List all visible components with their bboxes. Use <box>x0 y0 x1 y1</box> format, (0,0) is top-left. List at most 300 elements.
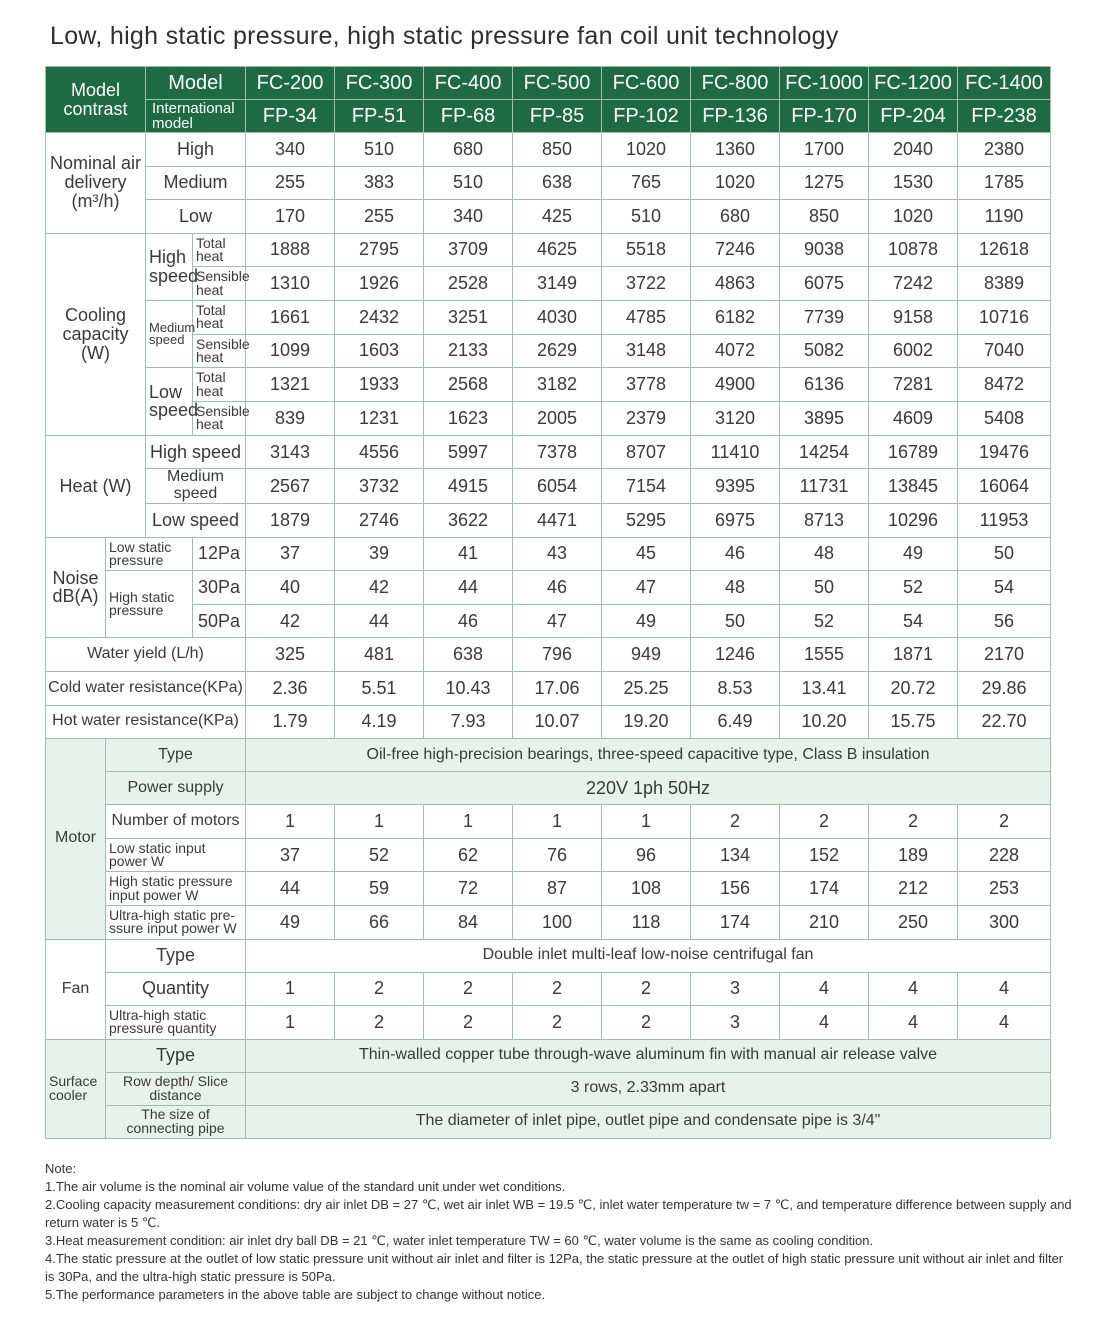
value-cell: 5295 <box>602 503 691 537</box>
value-cell: 4785 <box>602 300 691 334</box>
value-cell: 1 <box>335 805 424 839</box>
value-cell: 3120 <box>691 401 780 435</box>
value-cell: 43 <box>513 537 602 571</box>
value-cell: 2432 <box>335 300 424 334</box>
value-cell: 4072 <box>691 334 780 368</box>
table-row <box>46 872 1051 906</box>
value-cell: 6975 <box>691 503 780 537</box>
value-cell: 1 <box>246 805 335 839</box>
table-row <box>46 604 1051 638</box>
value-cell: 4 <box>780 972 869 1006</box>
table-row <box>46 200 1051 234</box>
table-row <box>46 469 1051 504</box>
value-cell: 50 <box>691 604 780 638</box>
value-cell: 13845 <box>869 469 958 504</box>
value-cell: 4915 <box>424 469 513 504</box>
value-cell: 4900 <box>691 368 780 402</box>
table-row <box>46 67 1051 100</box>
value-cell: 510 <box>335 133 424 167</box>
value-cell: 1 <box>246 972 335 1006</box>
value-cell: 15.75 <box>869 705 958 739</box>
value-cell: 2.36 <box>246 671 335 705</box>
value-cell: 1530 <box>869 166 958 200</box>
value-cell: 9038 <box>780 233 869 267</box>
value-cell: 5.51 <box>335 671 424 705</box>
spec-table <box>45 66 1051 1139</box>
surface-row-value: The diameter of inlet pipe, outlet pipe and condensate pipe is 3/4" <box>246 1105 1051 1138</box>
value-cell: 1099 <box>246 334 335 368</box>
note-item: 4.The static pressure at the outlet of low static pressure unit without air inlet and filter is 12Pa, the static pressure at the outlet of high static pressure unit without air inlet and filter is 30Pa, and the ultra-high static pressure is 50Pa. <box>45 1251 1064 1284</box>
pressure-label: 50Pa <box>193 604 246 638</box>
value-cell: 3778 <box>602 368 691 402</box>
value-cell: 3622 <box>424 503 513 537</box>
value-cell: 11953 <box>958 503 1051 537</box>
value-cell: 6075 <box>780 267 869 301</box>
table-row <box>46 1006 1051 1040</box>
surface-row-label: Row depth/ Slice distance <box>106 1072 246 1105</box>
value-cell: 46 <box>691 537 780 571</box>
model-header: FC-1200 <box>869 67 958 100</box>
intl-model-header: FP-238 <box>958 100 1051 133</box>
value-cell: 2746 <box>335 503 424 537</box>
row-label: High speed <box>146 435 246 469</box>
intl-model-header: FP-68 <box>424 100 513 133</box>
value-cell: 7378 <box>513 435 602 469</box>
value-cell: 41 <box>424 537 513 571</box>
motor-row-label: Number of motors <box>106 805 246 839</box>
value-cell: 2133 <box>424 334 513 368</box>
value-cell: 228 <box>958 838 1051 872</box>
heat-type-label: Total heat <box>193 368 246 402</box>
table-row <box>46 805 1051 839</box>
note-item: 2.Cooling capacity measurement conditions: dry air inlet DB = 27 ℃, wet air inlet WB = 19.5 ℃, inlet water temperature tw = 7 ℃, and temperature difference between supply and return water is 5 ℃. <box>45 1197 1072 1230</box>
heat-type-label: Total heat <box>193 300 246 334</box>
model-header: FC-1400 <box>958 67 1051 100</box>
value-cell: 2 <box>513 972 602 1006</box>
value-cell: 2380 <box>958 133 1051 167</box>
value-cell: 59 <box>335 872 424 906</box>
value-cell: 4 <box>869 1006 958 1040</box>
value-cell: 3709 <box>424 233 513 267</box>
table-row <box>46 1072 1051 1105</box>
value-cell: 1 <box>602 805 691 839</box>
note-item: 1.The air volume is the nominal air volume value of the standard unit under wet conditions. <box>45 1179 566 1194</box>
value-cell: 14254 <box>780 435 869 469</box>
value-cell: 3732 <box>335 469 424 504</box>
value-cell: 1.79 <box>246 705 335 739</box>
value-cell: 44 <box>246 872 335 906</box>
value-cell: 9158 <box>869 300 958 334</box>
model-header: FC-500 <box>513 67 602 100</box>
value-cell: 118 <box>602 905 691 939</box>
value-cell: 11410 <box>691 435 780 469</box>
value-cell: 5082 <box>780 334 869 368</box>
value-cell: 47 <box>602 571 691 605</box>
surface-row-label: The size of connecting pipe <box>106 1105 246 1138</box>
motor-type-value: Oil-free high-precision bearings, three-speed capacitive type, Class B insulation <box>246 739 1051 772</box>
value-cell: 174 <box>780 872 869 906</box>
value-cell: 425 <box>513 200 602 234</box>
surface-row-label: Type <box>106 1039 246 1072</box>
value-cell: 2 <box>691 805 780 839</box>
value-cell: 7.93 <box>424 705 513 739</box>
value-cell: 1555 <box>780 638 869 672</box>
value-cell: 10.43 <box>424 671 513 705</box>
model-header: FC-800 <box>691 67 780 100</box>
table-row <box>46 401 1051 435</box>
value-cell: 2629 <box>513 334 602 368</box>
value-cell: 3149 <box>513 267 602 301</box>
table-row <box>46 334 1051 368</box>
heat-type-label: Sensible heat <box>193 267 246 301</box>
value-cell: 84 <box>424 905 513 939</box>
value-cell: 96 <box>602 838 691 872</box>
value-cell: 638 <box>513 166 602 200</box>
value-cell: 72 <box>424 872 513 906</box>
row-label: Medium speed <box>146 469 246 504</box>
value-cell: 1933 <box>335 368 424 402</box>
value-cell: 49 <box>602 604 691 638</box>
heat-label: Heat (W) <box>46 435 146 537</box>
value-cell: 5997 <box>424 435 513 469</box>
value-cell: 2170 <box>958 638 1051 672</box>
intl-model-header: FP-136 <box>691 100 780 133</box>
value-cell: 1321 <box>246 368 335 402</box>
table-row <box>46 739 1051 772</box>
high-static-label: High static pressure <box>106 571 193 638</box>
value-cell: 2528 <box>424 267 513 301</box>
notes-title: Note: <box>45 1161 77 1176</box>
value-cell: 2040 <box>869 133 958 167</box>
value-cell: 50 <box>958 537 1051 571</box>
value-cell: 3148 <box>602 334 691 368</box>
intl-model-header: FP-170 <box>780 100 869 133</box>
table-row <box>46 233 1051 267</box>
value-cell: 48 <box>691 571 780 605</box>
value-cell: 2 <box>424 972 513 1006</box>
value-cell: 1231 <box>335 401 424 435</box>
fan-type-label: Type <box>106 939 246 972</box>
value-cell: 8707 <box>602 435 691 469</box>
intl-model-header: FP-51 <box>335 100 424 133</box>
value-cell: 10.20 <box>780 705 869 739</box>
page-title: Low, high static pressure, high static pressure fan coil unit technology <box>50 22 839 50</box>
model-header: FC-600 <box>602 67 691 100</box>
value-cell: 4 <box>780 1006 869 1040</box>
value-cell: 4556 <box>335 435 424 469</box>
table-row <box>46 972 1051 1006</box>
value-cell: 4 <box>958 1006 1051 1040</box>
value-cell: 3251 <box>424 300 513 334</box>
motor-type-label: Type <box>106 739 246 772</box>
motor-label: Motor <box>46 739 106 939</box>
heat-type-label: Total heat <box>193 233 246 267</box>
intl-model-header: FP-34 <box>246 100 335 133</box>
value-cell: 19.20 <box>602 705 691 739</box>
value-cell: 134 <box>691 838 780 872</box>
value-cell: 255 <box>246 166 335 200</box>
value-cell: 1871 <box>869 638 958 672</box>
value-cell: 212 <box>869 872 958 906</box>
value-cell: 1785 <box>958 166 1051 200</box>
power-label: Power supply <box>106 772 246 805</box>
value-cell: 50 <box>780 571 869 605</box>
value-cell: 9395 <box>691 469 780 504</box>
cold-res-label: Cold water resistance(KPa) <box>46 671 246 705</box>
value-cell: 62 <box>424 838 513 872</box>
value-cell: 42 <box>335 571 424 605</box>
fan-row-label: Quantity <box>106 972 246 1006</box>
model-header: FC-200 <box>246 67 335 100</box>
value-cell: 3 <box>691 1006 780 1040</box>
value-cell: 1926 <box>335 267 424 301</box>
value-cell: 680 <box>424 133 513 167</box>
value-cell: 1623 <box>424 401 513 435</box>
noise-label: Noise dB(A) <box>46 537 106 638</box>
model-contrast-label: Model contrast <box>46 67 146 133</box>
value-cell: 17.06 <box>513 671 602 705</box>
value-cell: 8389 <box>958 267 1051 301</box>
table-row <box>46 537 1051 571</box>
table-row <box>46 100 1051 133</box>
value-cell: 49 <box>246 905 335 939</box>
value-cell: 20.72 <box>869 671 958 705</box>
value-cell: 2379 <box>602 401 691 435</box>
table-row <box>46 772 1051 805</box>
heat-type-label: Sensible heat <box>193 334 246 368</box>
table-row <box>46 368 1051 402</box>
value-cell: 48 <box>780 537 869 571</box>
air-delivery-label: Nominal air delivery (m³/h) <box>46 133 146 234</box>
value-cell: 340 <box>424 200 513 234</box>
value-cell: 10296 <box>869 503 958 537</box>
intl-model-header: FP-85 <box>513 100 602 133</box>
value-cell: 108 <box>602 872 691 906</box>
value-cell: 6136 <box>780 368 869 402</box>
hot-res-label: Hot water resistance(KPa) <box>46 705 246 739</box>
value-cell: 7154 <box>602 469 691 504</box>
table-row <box>46 267 1051 301</box>
value-cell: 255 <box>335 200 424 234</box>
surface-cooler-label: Surface cooler <box>46 1039 106 1138</box>
value-cell: 13.41 <box>780 671 869 705</box>
note-item: 3.Heat measurement condition: air inlet dry ball DB = 21 ℃, water inlet temperature TW = 60 ℃, water volume is the same as cooling condition. <box>45 1233 874 1248</box>
value-cell: 510 <box>602 200 691 234</box>
intl-model-label: International model <box>146 100 246 133</box>
value-cell: 156 <box>691 872 780 906</box>
value-cell: 8472 <box>958 368 1051 402</box>
motor-row-label: Low static input power W <box>106 838 246 872</box>
value-cell: 8.53 <box>691 671 780 705</box>
surface-row-value: Thin-walled copper tube through-wave aluminum fin with manual air release valve <box>246 1039 1051 1072</box>
value-cell: 2567 <box>246 469 335 504</box>
value-cell: 638 <box>424 638 513 672</box>
value-cell: 5518 <box>602 233 691 267</box>
value-cell: 850 <box>513 133 602 167</box>
surface-row-value: 3 rows, 2.33mm apart <box>246 1072 1051 1105</box>
value-cell: 4625 <box>513 233 602 267</box>
table-row <box>46 838 1051 872</box>
value-cell: 66 <box>335 905 424 939</box>
value-cell: 152 <box>780 838 869 872</box>
value-cell: 1 <box>513 805 602 839</box>
value-cell: 2 <box>335 972 424 1006</box>
value-cell: 2 <box>424 1006 513 1040</box>
value-cell: 1661 <box>246 300 335 334</box>
power-value: 220V 1ph 50Hz <box>246 772 1051 805</box>
pressure-label: 12Pa <box>193 537 246 571</box>
value-cell: 39 <box>335 537 424 571</box>
value-cell: 56 <box>958 604 1051 638</box>
value-cell: 2 <box>513 1006 602 1040</box>
value-cell: 42 <box>246 604 335 638</box>
value-cell: 40 <box>246 571 335 605</box>
speed-label: Medium speed <box>146 300 193 367</box>
low-static-label: Low static pressure <box>106 537 193 571</box>
value-cell: 52 <box>780 604 869 638</box>
value-cell: 29.86 <box>958 671 1051 705</box>
value-cell: 796 <box>513 638 602 672</box>
value-cell: 19476 <box>958 435 1051 469</box>
value-cell: 46 <box>424 604 513 638</box>
value-cell: 1020 <box>691 166 780 200</box>
value-cell: 10878 <box>869 233 958 267</box>
value-cell: 37 <box>246 537 335 571</box>
value-cell: 10716 <box>958 300 1051 334</box>
value-cell: 7246 <box>691 233 780 267</box>
value-cell: 1 <box>246 1006 335 1040</box>
value-cell: 383 <box>335 166 424 200</box>
value-cell: 1888 <box>246 233 335 267</box>
table-row <box>46 435 1051 469</box>
value-cell: 1020 <box>602 133 691 167</box>
value-cell: 2 <box>958 805 1051 839</box>
value-cell: 2 <box>869 805 958 839</box>
value-cell: 22.70 <box>958 705 1051 739</box>
intl-model-header: FP-102 <box>602 100 691 133</box>
water-yield-label: Water yield (L/h) <box>46 638 246 672</box>
value-cell: 325 <box>246 638 335 672</box>
value-cell: 7281 <box>869 368 958 402</box>
table-row <box>46 1039 1051 1072</box>
value-cell: 2795 <box>335 233 424 267</box>
value-cell: 6054 <box>513 469 602 504</box>
value-cell: 3143 <box>246 435 335 469</box>
cooling-label: Cooling capacity (W) <box>46 233 146 435</box>
value-cell: 2 <box>602 1006 691 1040</box>
value-cell: 47 <box>513 604 602 638</box>
fan-label: Fan <box>46 939 106 1039</box>
value-cell: 54 <box>869 604 958 638</box>
value-cell: 1310 <box>246 267 335 301</box>
table-row <box>46 1105 1051 1138</box>
value-cell: 52 <box>869 571 958 605</box>
value-cell: 1603 <box>335 334 424 368</box>
table-row <box>46 705 1051 739</box>
value-cell: 3182 <box>513 368 602 402</box>
value-cell: 37 <box>246 838 335 872</box>
value-cell: 45 <box>602 537 691 571</box>
value-cell: 5408 <box>958 401 1051 435</box>
value-cell: 1020 <box>869 200 958 234</box>
table-row <box>46 638 1051 672</box>
table-row <box>46 671 1051 705</box>
value-cell: 1275 <box>780 166 869 200</box>
note-item: 5.The performance parameters in the above table are subject to change without notice. <box>45 1287 546 1302</box>
row-label: High <box>146 133 246 167</box>
value-cell: 4609 <box>869 401 958 435</box>
pressure-label: 30Pa <box>193 571 246 605</box>
value-cell: 850 <box>780 200 869 234</box>
value-cell: 2 <box>335 1006 424 1040</box>
value-cell: 44 <box>424 571 513 605</box>
value-cell: 481 <box>335 638 424 672</box>
value-cell: 1190 <box>958 200 1051 234</box>
value-cell: 4030 <box>513 300 602 334</box>
fan-row-label: Ultra-high static pressure quantity <box>106 1006 246 1040</box>
value-cell: 210 <box>780 905 869 939</box>
row-label: Medium <box>146 166 246 200</box>
value-cell: 839 <box>246 401 335 435</box>
value-cell: 7242 <box>869 267 958 301</box>
value-cell: 3895 <box>780 401 869 435</box>
value-cell: 16789 <box>869 435 958 469</box>
heat-type-label: Sensible heat <box>193 401 246 435</box>
value-cell: 4.19 <box>335 705 424 739</box>
value-cell: 6.49 <box>691 705 780 739</box>
value-cell: 949 <box>602 638 691 672</box>
value-cell: 300 <box>958 905 1051 939</box>
value-cell: 4863 <box>691 267 780 301</box>
value-cell: 46 <box>513 571 602 605</box>
value-cell: 250 <box>869 905 958 939</box>
speed-label: High speed <box>146 233 193 300</box>
motor-row-label: Ultra-high static pre-ssure input power W <box>106 905 246 939</box>
value-cell: 7040 <box>958 334 1051 368</box>
value-cell: 2005 <box>513 401 602 435</box>
value-cell: 4471 <box>513 503 602 537</box>
notes <box>45 1160 1075 1304</box>
table-row <box>46 166 1051 200</box>
row-label: Low <box>146 200 246 234</box>
value-cell: 44 <box>335 604 424 638</box>
value-cell: 16064 <box>958 469 1051 504</box>
model-label: Model <box>146 67 246 100</box>
value-cell: 1 <box>424 805 513 839</box>
table-row <box>46 300 1051 334</box>
value-cell: 25.25 <box>602 671 691 705</box>
motor-row-label: High static pressure input power W <box>106 872 246 906</box>
value-cell: 6002 <box>869 334 958 368</box>
value-cell: 76 <box>513 838 602 872</box>
value-cell: 8713 <box>780 503 869 537</box>
value-cell: 340 <box>246 133 335 167</box>
value-cell: 4 <box>869 972 958 1006</box>
value-cell: 3722 <box>602 267 691 301</box>
value-cell: 189 <box>869 838 958 872</box>
value-cell: 54 <box>958 571 1051 605</box>
value-cell: 3 <box>691 972 780 1006</box>
intl-model-header: FP-204 <box>869 100 958 133</box>
value-cell: 7739 <box>780 300 869 334</box>
table-row <box>46 503 1051 537</box>
value-cell: 1700 <box>780 133 869 167</box>
value-cell: 49 <box>869 537 958 571</box>
fan-type-value: Double inlet multi-leaf low-noise centrifugal fan <box>246 939 1051 972</box>
value-cell: 170 <box>246 200 335 234</box>
value-cell: 765 <box>602 166 691 200</box>
table-row <box>46 939 1051 972</box>
